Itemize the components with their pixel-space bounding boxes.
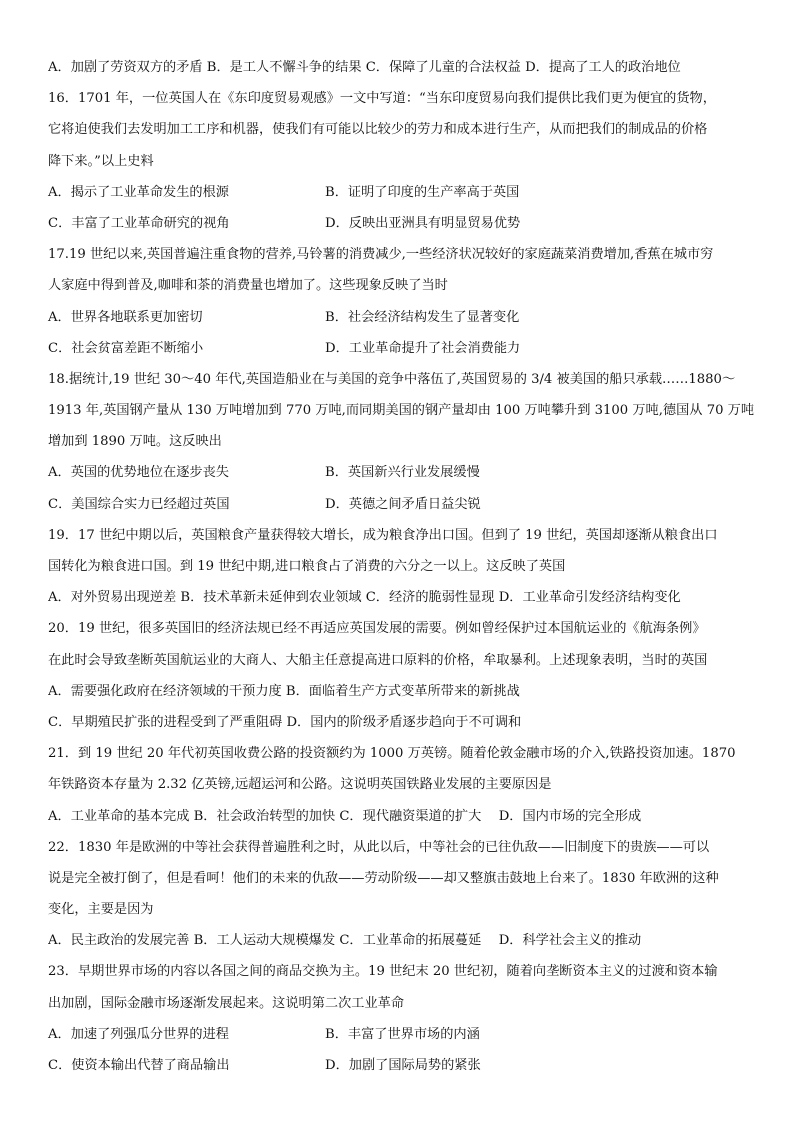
text-line: A．加剧了劳资双方的矛盾 B．是工人不懈斗争的结果 C．保障了儿童的合法权益 D．提高了工人的政治地位 (48, 60, 681, 75)
option-text: D．工业革命提升了社会消费能力 (325, 340, 521, 356)
text-line: A．民主政治的发展完善 B．工人运动大规模爆发 C．工业革命的拓展蔓延 D．科学社会主义的推动 (48, 933, 642, 949)
text-line: A．工业革命的基本完成 B．社会政治转型的加快 C．现代融资渠道的扩大 D．国内市场的完全形成 (48, 808, 642, 824)
exam-page (48, 52, 754, 1081)
text-line: 在此时会导致垄断英国航运业的大商人、大船主任意提高进口原料的价格，牟取暴利。上述现象表明，当时的英国 (48, 652, 708, 668)
text-line: 说是完全被打倒了，但是看呵！他们的未来的仇敌——劳动阶级——却又整旗击鼓地上台来了。1830 年欧洲的这种 (48, 870, 719, 886)
text-line: 18.据统计,19 世纪 30～40 年代,英国造船业在与美国的竞争中落伍了,英国贸易的 3/4 被美国的船只承载……1880～ (48, 371, 736, 387)
text-line: 16．1701 年，一位英国人在《东印度贸易观感》一文中写道：“当东印度贸易向我们提供比我们更为便宜的货物， (48, 91, 716, 107)
option-row (48, 1050, 754, 1081)
option-text: A．英国的优势地位在逐步丧失 (48, 465, 229, 481)
text-line: 增加到 1890 万吨。这反映出 (48, 434, 222, 450)
option-row (48, 333, 754, 364)
text-line: 21．到 19 世纪 20 年代初英国收费公路的投资额约为 1000 万英镑。随着伦敦金融市场的介入,铁路投资加速。1870 (48, 746, 736, 762)
option-row (48, 302, 754, 333)
text-line: 它将迫使我们去发明加工工序和机器，使我们有可能以比较少的劳力和成本进行生产，从而把我们的制成品的价格 (48, 122, 708, 138)
text-line: A．需要强化政府在经济领域的干预力度 B．面临着生产方式变革所带来的新挑战 (48, 683, 520, 699)
option-row (48, 489, 754, 520)
text-line: 变化，主要是因为 (48, 902, 154, 918)
option-row (48, 177, 754, 208)
text-line: 国转化为粮食进口国。到 19 世纪中期,进口粮食占了消费的六分之一以上。这反映了英国 (48, 559, 566, 574)
text-line: 19．17 世纪中期以后，英国粮食产量获得较大增长，成为粮食净出口国。但到了 19 世纪，英国却逐渐从粮食出口 (48, 527, 718, 543)
option-text: C．美国综合实力已经超过英国 (48, 496, 230, 512)
text-line: 22．1830 年是欧洲的中等社会获得普遍胜利之时，从此以后，中等社会的已往仇敌——旧制度下的贵族——可以 (48, 839, 710, 855)
option-text: B．证明了印度的生产率高于英国 (325, 184, 520, 200)
text-line: 年铁路资本存量为 2.32 亿英镑,远超运河和公路。这说明英国铁路业发展的主要原因是 (48, 777, 552, 793)
text-line: 出加剧，国际金融市场逐渐发展起来。这说明第二次工业革命 (48, 995, 405, 1011)
option-text: B．英国新兴行业发展缓慢 (325, 465, 480, 481)
text-line: 1913 年,英国钢产量从 130 万吨增加到 770 万吨,而同期美国的钢产量却由 100 万吨攀升到 3100 万吨,德国从 70 万吨 (48, 403, 754, 419)
option-row (48, 208, 754, 239)
option-text: D．反映出亚洲具有明显贸易优势 (325, 215, 521, 231)
option-text: C．丰富了工业革命研究的视角 (48, 215, 230, 231)
text-line: 23．早期世界市场的内容以各国之间的商品交换为主。19 世纪末 20 世纪初，随着向垄断资本主义的过渡和资本输 (48, 964, 718, 980)
option-text: C．使资本输出代替了商品输出 (48, 1058, 230, 1073)
text-line: A．对外贸易出现逆差 B．技术革新未延伸到农业领域 C．经济的脆弱性显现 D．工业革命引发经济结构变化 (48, 590, 681, 606)
option-text: D．加剧了国际局势的紧张 (325, 1058, 481, 1073)
text-line: 17.19 世纪以来,英国普遍注重食物的营养,马铃薯的消费减少,一些经济状况较好的家庭蔬菜消费增加,香蕉在城市穷 (48, 247, 714, 263)
option-text: A．加速了列强瓜分世界的进程 (48, 1026, 229, 1042)
option-text: C．社会贫富差距不断缩小 (48, 340, 204, 356)
option-text: A．世界各地联系更加密切 (48, 309, 203, 325)
text-line: 降下来。”以上史料 (48, 153, 154, 169)
option-text: B．丰富了世界市场的内涵 (325, 1026, 480, 1042)
text-line: C．早期殖民扩张的进程受到了严重阻碍 D．国内的阶级矛盾逐步趋向于不可调和 (48, 714, 522, 730)
option-text: B．社会经济结构发生了显著变化 (325, 309, 520, 325)
option-row (48, 457, 754, 488)
text-line: 人家庭中得到普及,咖啡和茶的消费量也增加了。这些现象反映了当时 (48, 278, 448, 294)
text-line: 20．19 世纪，很多英国旧的经济法规已经不再适应英国发展的需要。例如曾经保护过本国航运业的《航海条例》 (48, 621, 706, 637)
option-row (48, 1019, 754, 1050)
option-text: D．英德之间矛盾日益尖锐 (325, 496, 481, 512)
option-text: A．揭示了工业革命发生的根源 (48, 184, 229, 200)
